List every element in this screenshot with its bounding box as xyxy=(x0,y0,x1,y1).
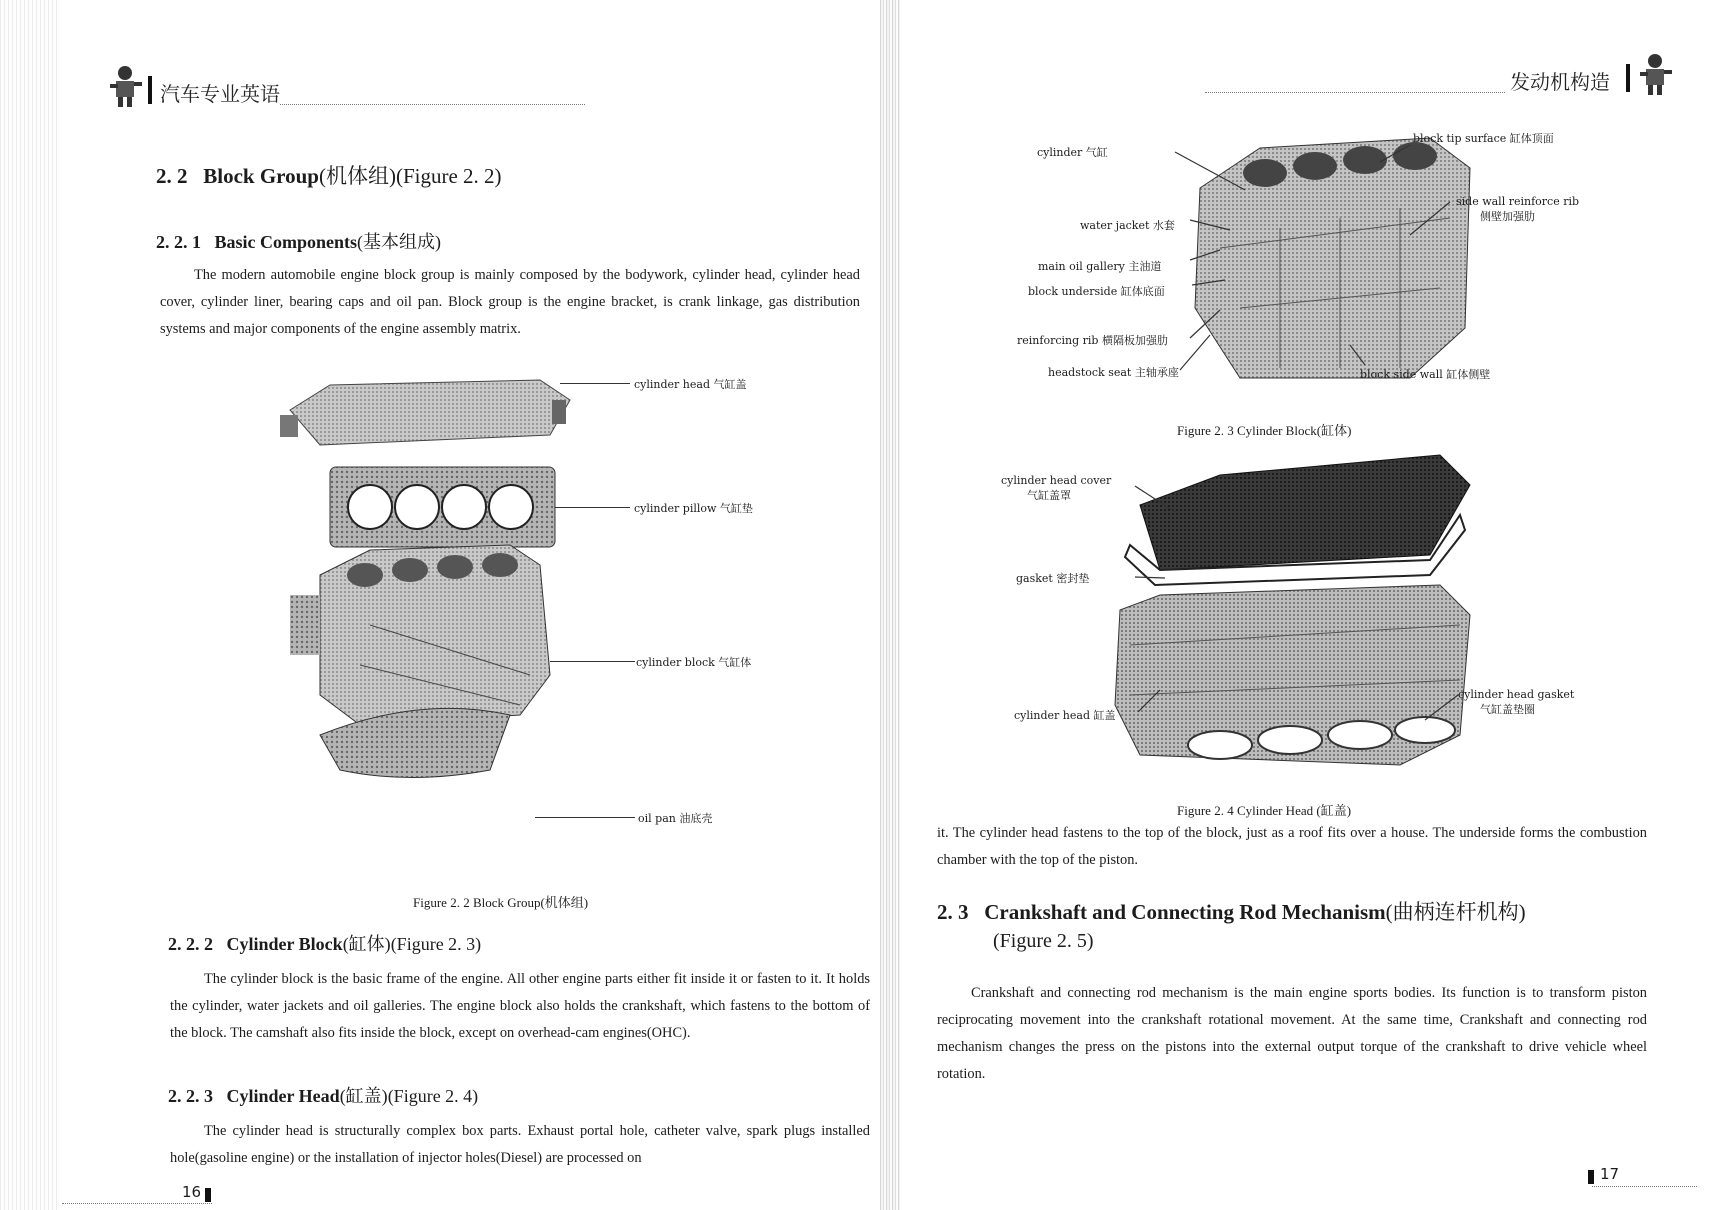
mascot-icon xyxy=(1638,52,1674,96)
leader-line xyxy=(555,507,630,508)
callout-cylinder: cylinder 气缸 xyxy=(1037,146,1108,159)
oil-pan-part xyxy=(320,708,510,777)
section-2-2-1-heading: 2. 2. 1 Basic Components(基本组成) xyxy=(156,232,442,252)
section-2-2-3-heading: 2. 2. 3 Cylinder Head(缸盖)(Figure 2. 4) xyxy=(168,1086,479,1106)
section-2-3-paragraph: Crankshaft and connecting rod mechanism is the main engine sports bodies. Its function is to transform piston reciprocating movement into the crankshaft rotational movement. At the same time, Crankshaft and connecting rod mechanism changes the press on the pistons into the external output torque of the crankshaft to drive vehicle wheel rotation. xyxy=(937,985,1647,1082)
header-bar xyxy=(1626,64,1630,92)
callout-block-underside: block underside 缸体底面 xyxy=(1028,285,1165,298)
callout-block-side-wall: block side wall 缸体侧壁 xyxy=(1360,368,1491,381)
footer-rule xyxy=(1592,1186,1697,1187)
cylinder-block-part xyxy=(290,545,550,725)
callout-cylinder-head: cylinder head 气缸盖 xyxy=(634,378,747,391)
section-2-2-heading: 2. 2 Block Group(机体组)(Figure 2. 2) xyxy=(156,164,502,188)
running-header: 汽车专业英语 xyxy=(160,82,280,106)
section-2-2-2-heading: 2. 2. 2 Cylinder Block(缸体)(Figure 2. 3) xyxy=(168,934,482,954)
callout-headstock-seat: headstock seat 主轴承座 xyxy=(1048,366,1179,379)
header-rule xyxy=(1205,92,1505,93)
callout-side-wall-rib-cn: 侧壁加强肋 xyxy=(1480,210,1535,223)
page-marker xyxy=(1588,1170,1594,1184)
right-page xyxy=(900,0,1709,1210)
running-header: 发动机构造 xyxy=(1510,70,1610,94)
header-bar xyxy=(148,76,152,104)
figure-2-3-caption: Figure 2. 3 Cylinder Block(缸体) xyxy=(1177,423,1352,438)
mascot-icon xyxy=(108,64,144,108)
callout-main-oil-gallery: main oil gallery 主油道 xyxy=(1038,260,1162,273)
figure-2-2-caption: Figure 2. 2 Block Group(机体组) xyxy=(413,895,589,910)
callout-cylinder-head: cylinder head 缸盖 xyxy=(1014,709,1116,722)
figure-2-3-leader-lines xyxy=(1100,140,1480,380)
page-number-right: 17 xyxy=(1600,1165,1620,1183)
section-2-3-figure-ref: (Figure 2. 5) xyxy=(993,930,1094,952)
callout-cylinder-block: cylinder block 气缸体 xyxy=(636,656,752,669)
section-2-2-2-paragraph: The cylinder block is the basic frame of the engine. All other engine parts either fit inside it or fasten to it. It holds the cylinder, water jackets and oil galleries. The engine block also holds the crankshaft, which fastens to the bottom of the block. The camshaft also fits inside the block, except on overhead-cam engines(OHC). xyxy=(170,971,870,1041)
leader-line xyxy=(535,817,635,818)
cylinder-gasket-part xyxy=(330,467,555,547)
figure-2-4-caption: Figure 2. 4 Cylinder Head (缸盖) xyxy=(1177,803,1352,818)
callout-head-gasket-cn: 气缸盖垫圈 xyxy=(1480,703,1535,716)
callout-block-tip-surface: block tip surface 缸体顶面 xyxy=(1413,132,1554,145)
callout-water-jacket: water jacket 水套 xyxy=(1080,219,1175,232)
page-number-left: 16 xyxy=(182,1183,202,1201)
header-rule xyxy=(280,104,585,105)
leader-line xyxy=(550,661,635,662)
callout-head-cover-cn: 气缸盖罩 xyxy=(1027,489,1071,502)
figure-2-4-leader-lines xyxy=(1080,480,1480,740)
cylinder-head-continuation-paragraph: it. The cylinder head fastens to the top of the block, just as a roof fits over a house. The underside forms the combustion chamber with the top of the piston. xyxy=(937,825,1647,868)
callout-head-cover: cylinder head cover xyxy=(1001,474,1112,487)
callout-head-gasket: cylinder head gasket xyxy=(1458,688,1575,701)
scan-edge-left xyxy=(0,0,60,1210)
callout-reinforcing-rib: reinforcing rib 横隔板加强肋 xyxy=(1017,334,1168,347)
section-2-3-heading: 2. 3 Crankshaft and Connecting Rod Mechanism(曲柄连杆机构) xyxy=(937,900,1526,924)
callout-gasket: gasket 密封垫 xyxy=(1016,572,1090,585)
page-marker xyxy=(205,1188,211,1202)
cylinder-head-part xyxy=(280,380,570,445)
section-2-2-1-paragraph: The modern automobile engine block group is mainly composed by the bodywork, cylinder head, cylinder head cover, cylinder liner, bearing caps and oil pan. Block group is the engine bracket, is crank linkage, gas distribution systems and major components of the engine assembly matrix. xyxy=(160,267,860,337)
block-group-figure xyxy=(280,375,640,845)
footer-rule xyxy=(62,1203,212,1204)
section-2-2-3-paragraph: The cylinder head is structurally complex box parts. Exhaust portal hole, catheter valve, spark plugs installed hole(gasoline engine) or the installation of injector holes(Diesel) are processed on xyxy=(170,1123,870,1166)
leader-line xyxy=(560,383,630,384)
callout-cylinder-pillow: cylinder pillow 气缸垫 xyxy=(634,502,753,515)
callout-oil-pan: oil pan 油底壳 xyxy=(638,812,713,825)
callout-side-wall-rib: side wall reinforce rib xyxy=(1456,195,1580,208)
